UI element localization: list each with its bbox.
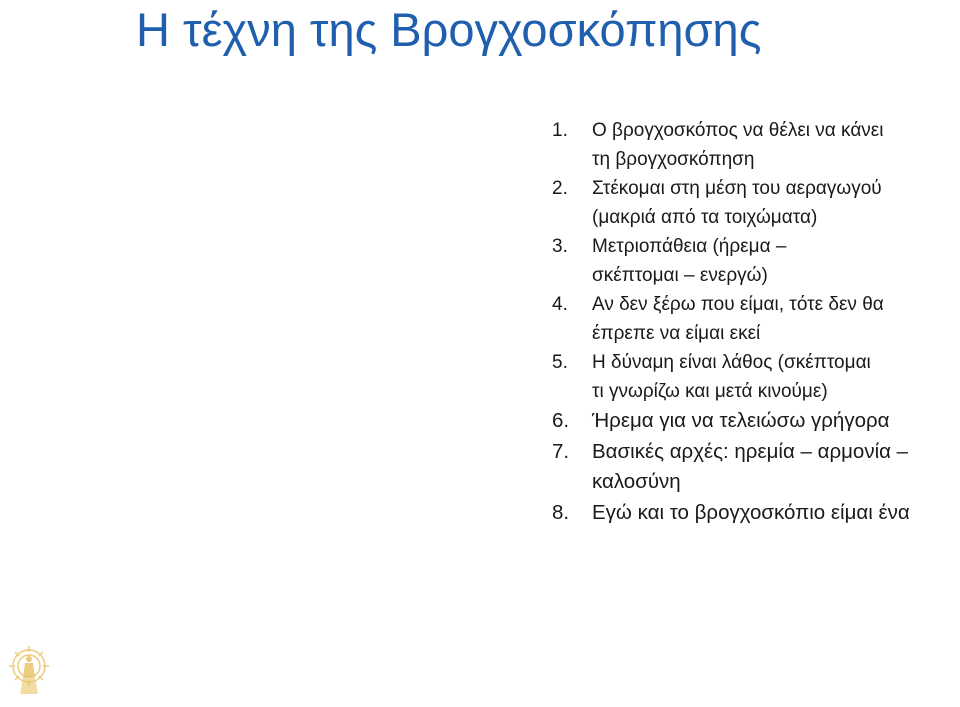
list-item (552, 406, 958, 437)
item-text: Εγώ και το βρογχοσκόπιο είμαι ένα (592, 500, 910, 524)
item-text: Στέκομαι στη μέση του αεραγωγού (592, 178, 882, 199)
item-text: Ο βρογχοσκόπος να θέλει να κάνει (592, 120, 884, 141)
list-item (552, 174, 958, 232)
item-number: 4. (552, 294, 568, 315)
item-number: 7. (552, 439, 570, 463)
item-text: Η δύναμη είναι λάθος (σκέπτομαι (592, 352, 871, 373)
principles-list (552, 116, 958, 528)
list-item (552, 437, 958, 498)
item-text: σκέπτομαι – ενεργώ) (592, 265, 768, 286)
item-text: καλοσύνη (592, 470, 681, 493)
item-number: 1. (552, 120, 568, 141)
list-item (552, 232, 958, 290)
item-text: (μακριά από τα τοιχώματα) (592, 207, 818, 228)
list-item (552, 116, 958, 174)
item-text: Ήρεμα για να τελειώσω γρήγορα (592, 409, 890, 432)
list-item (552, 498, 958, 529)
item-text: τη βρογχοσκόπηση (592, 149, 755, 170)
list-item (552, 290, 958, 348)
item-number: 6. (552, 409, 570, 432)
list-item (552, 348, 958, 406)
item-text: Βασικές αρχές: ηρεμία – αρμονία – (592, 439, 909, 463)
item-number: 2. (552, 178, 568, 199)
item-text: Αν δεν ξέρω που είμαι, τότε δεν θα (592, 294, 884, 315)
item-text: έπρεπε να είμαι εκεί (592, 323, 761, 344)
item-number: 8. (552, 500, 570, 524)
item-text: τι γνωρίζω και μετά κινούμε) (592, 381, 828, 402)
item-number: 3. (552, 236, 568, 257)
item-text: Μετριοπάθεια (ήρεμα – (592, 236, 787, 257)
item-number: 5. (552, 352, 568, 373)
slide-title: Η τέχνη της Βρογχοσκόπησης (136, 3, 762, 56)
emblem-icon (4, 644, 54, 702)
